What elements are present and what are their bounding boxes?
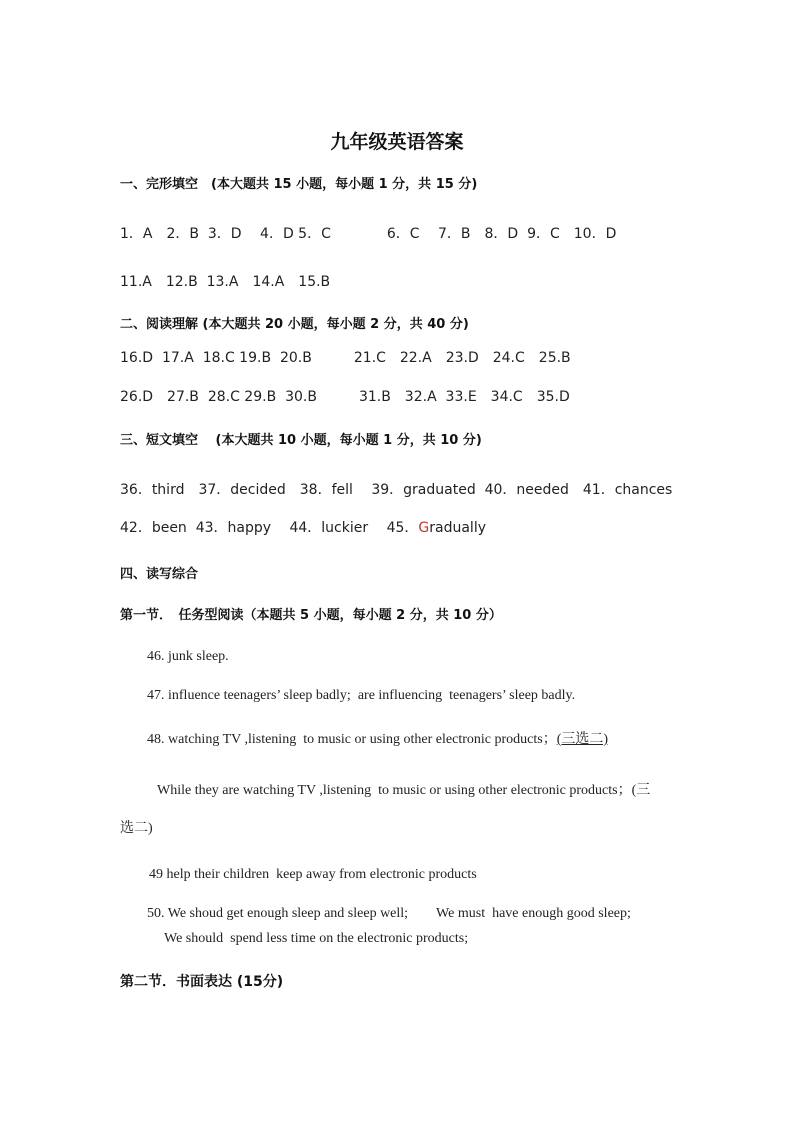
answer-48-alternative: While they are watching TV ,listening to music or using other electronic products；(三 — [157, 783, 651, 798]
answer-48-note: (三选二) — [556, 732, 609, 747]
section4-heading: 四、读写综合 — [120, 567, 199, 582]
answer-48-alternative-tail: 选二) — [120, 821, 153, 836]
answer-50-line2: We should spend less time on the electronic products; — [164, 931, 469, 946]
part2-heading: 第二节．书面表达 (15分) — [120, 974, 284, 990]
section3-answers-row2 — [120, 521, 486, 535]
answer-45-rest: radually — [429, 520, 486, 536]
answer-49: 49 help their children keep away from electronic products — [149, 867, 477, 882]
page-title: 九年级英语答案 — [330, 131, 464, 153]
section1-answers-row2: 11.A 12.B 13.A 14.A 15.B — [120, 274, 331, 290]
answer-47: 47. influence teenagers’ sleep badly; are influencing teenagers’ sleep badly. — [147, 688, 576, 703]
answers-42-45: 42．been 43．happy 44．luckier 45． — [120, 520, 419, 536]
section1-answers-row1: 1．A 2．B 3．D 4．D 5．C 6．C 7．B 8．D 9．C 10．D — [120, 226, 617, 242]
answer-48-text: 48. watching TV ,listening to music or using other electronic products； — [147, 732, 557, 747]
answer-46: 46. junk sleep. — [147, 649, 229, 664]
section3-heading: 三、短文填空 (本大题共 10 小题，每小题 1 分，共 10 分) — [120, 433, 482, 448]
section1-heading: 一、完形填空 (本大题共 15 小题，每小题 1 分，共 15 分) — [120, 177, 478, 192]
section2-answers-row2: 26.D 27.B 28.C 29.B 30.B 31.B 32.A 33.E 34.C 35.D — [120, 389, 570, 405]
answer-48 — [147, 733, 608, 747]
answer-50-line1: 50. We shoud get enough sleep and sleep well; We must have enough good sleep; — [147, 906, 631, 921]
section3-answers-row1: 36．third 37．decided 38．fell 39．graduated 40．needed 41．chances — [120, 482, 673, 498]
section2-heading: 二、阅读理解 (本大题共 20 小题，每小题 2 分，共 40 分) — [120, 317, 469, 332]
section2-answers-row1: 16.D 17.A 18.C 19.B 20.B 21.C 22.A 23.D 24.C 25.B — [120, 350, 571, 366]
answer-45-initial: G — [418, 520, 430, 536]
part1-heading: 第一节． 任务型阅读（本题共 5 小题，每小题 2 分，共 10 分） — [120, 608, 502, 623]
